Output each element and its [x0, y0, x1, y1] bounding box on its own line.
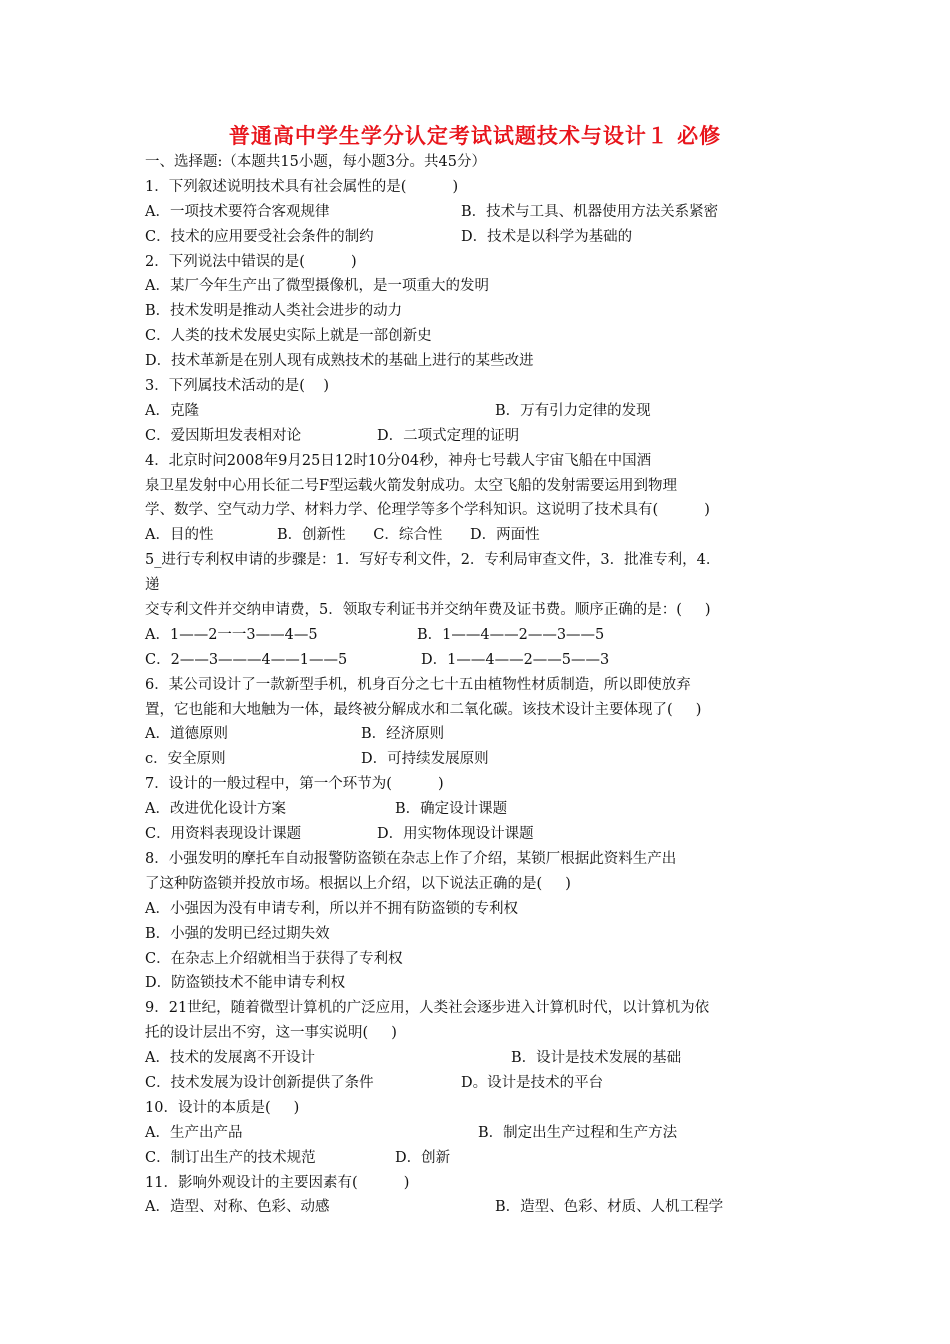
- line-text: B．小强的发明已经过期失效: [145, 925, 330, 942]
- line-text: 学、数学、空气动力学、材料力学、伦理学等多个学科知识。这说明了技术具有( ): [145, 502, 710, 519]
- line-text: A．小强因为没有申请专利，所以并不拥有防盗锁的专利权: [145, 900, 518, 917]
- option-text: D．二项式定理的证明: [377, 427, 520, 444]
- line-text: A．生产出产品: [145, 1124, 243, 1141]
- line-text: A．造型、对称、色彩、动感: [145, 1199, 330, 1216]
- text-line: [145, 648, 815, 673]
- option-text: B．技术与工具、机器使用方法关系紧密: [461, 203, 719, 220]
- text-line: [145, 324, 815, 349]
- option-text: D．技术是以科学为基础的: [461, 228, 633, 245]
- line-text: 6．某公司设计了一款新型手机，机身百分之七十五由植物性材质制造，所以即使放弃: [145, 676, 691, 693]
- text-line: [145, 424, 815, 449]
- line-text: 交专利文件并交纳申请费，5．领取专利证书并交纳年费及证书费。顺序正确的是：( ): [145, 602, 711, 619]
- line-text: A．改进优化设计方案: [145, 801, 286, 818]
- text-line: [145, 523, 815, 548]
- line-text: 递: [145, 577, 160, 594]
- text-line: [145, 1146, 815, 1171]
- line-text: c．安全原则: [145, 751, 226, 768]
- line-text: C．在杂志上介绍就相当于获得了专利权: [145, 950, 403, 967]
- option-text: B．经济原则: [361, 726, 445, 743]
- text-line: [145, 449, 815, 474]
- line-text: A．道德原则: [145, 726, 228, 743]
- line-text: A．某厂今年生产出了微型摄像机，是一项重大的发明: [145, 278, 489, 295]
- text-line: [145, 722, 815, 747]
- text-line: [145, 797, 815, 822]
- line-text: B．技术发明是推动人类社会进步的动力: [145, 303, 403, 320]
- text-line: [145, 250, 815, 275]
- text-line: [145, 747, 815, 772]
- text-line: [145, 947, 815, 972]
- text-line: [145, 1195, 815, 1220]
- text-line: [145, 573, 815, 598]
- text-line: [145, 698, 815, 723]
- option-text: D。设计是技术的平台: [461, 1074, 604, 1091]
- option-text: B．制定出生产过程和生产方法: [478, 1124, 678, 1141]
- text-line: [145, 200, 815, 225]
- text-line: [145, 996, 815, 1021]
- text-line: [145, 299, 815, 324]
- text-line: [145, 225, 815, 250]
- line-text: C．人类的技术发展史实际上就是一部创新史: [145, 328, 432, 345]
- line-text: C．技术发展为设计创新提供了条件: [145, 1074, 374, 1091]
- line-text: 9．21世纪，随着微型计算机的广泛应用，人类社会逐步进入计算机时代，以计算机为依: [145, 1000, 710, 1017]
- option-text: D．用实物体现设计课题: [377, 826, 534, 843]
- text-line: [145, 399, 815, 424]
- line-text: C．爱因斯坦发表相对论: [145, 427, 302, 444]
- text-line: [145, 274, 815, 299]
- text-line: [145, 623, 815, 648]
- line-text: 了这种防盗锁并投放市场。根据以上介绍，以下说法正确的是( ): [145, 875, 571, 892]
- text-line: [145, 772, 815, 797]
- option-text: B．1——4——2——3——5: [417, 626, 605, 643]
- line-text: 7．设计的一般过程中，第一个环节为( ): [145, 776, 444, 793]
- text-line: [145, 872, 815, 897]
- option-text: B．确定设计课题: [395, 801, 508, 818]
- option-text: D．创新: [395, 1149, 451, 1166]
- text-line: [145, 474, 815, 499]
- text-line: [145, 548, 815, 573]
- text-line: [145, 897, 815, 922]
- line-text: 2．下列说法中错误的是( ): [145, 253, 357, 270]
- line-text: A．1——2一一3——4—5: [145, 626, 318, 643]
- line-text: A．克隆: [145, 402, 199, 419]
- text-line: [145, 498, 815, 523]
- line-text: 置，它也能和大地触为一体，最终被分解成水和二氧化碳。该技术设计主要体现了( ): [145, 701, 702, 718]
- text-line: [145, 971, 815, 996]
- text-line: [145, 374, 815, 399]
- option-text: B．万有引力定律的发现: [495, 402, 651, 419]
- line-text: C．制订出生产的技术规范: [145, 1149, 316, 1166]
- line-text: A．技术的发展离不开设计: [145, 1050, 315, 1067]
- option-text: D．1——4——2——5——3: [421, 651, 610, 668]
- line-text: 10．设计的本质是( ): [145, 1099, 300, 1116]
- line-text: 3．下列属技术活动的是( ): [145, 378, 329, 395]
- line-text: 11．影响外观设计的主要因素有( ): [145, 1174, 410, 1191]
- line-text: A．目的性: [145, 527, 214, 544]
- option-text: B．设计是技术发展的基础: [511, 1050, 682, 1067]
- line-text: 1．下列叙述说明技术具有社会属性的是( ): [145, 178, 459, 195]
- line-text: D．技术革新是在别人现有成熟技术的基础上进行的某些改进: [145, 353, 534, 370]
- option-text: B．创新性 C．综合性 D．两面性: [277, 527, 540, 544]
- text-line: [145, 1046, 815, 1071]
- line-text: 托的设计层出不穷，这一事实说明( ): [145, 1025, 397, 1042]
- document-title: 普通高中学生学分认定考试试题技术与设计１ 必修: [228, 123, 722, 148]
- line-text: A．一项技术要符合客观规律: [145, 203, 330, 220]
- text-line: [145, 673, 815, 698]
- text-line: [145, 1096, 815, 1121]
- line-text: D．防盗锁技术不能申请专利权: [145, 975, 346, 992]
- line-text: 泉卫星发射中心用长征二号F型运载火箭发射成功。太空飞船的发射需要运用到物理: [145, 477, 678, 494]
- text-line: [145, 922, 815, 947]
- line-text: 一、选择题:（本题共15小题，每小题3分。共45分）: [145, 154, 487, 170]
- line-text: C．技术的应用要受社会条件的制约: [145, 228, 374, 245]
- question-list: [145, 150, 815, 1220]
- text-line: [145, 847, 815, 872]
- line-text: C．2——3———4——1——5: [145, 651, 348, 668]
- option-text: B．造型、色彩、材质、人机工程学: [495, 1199, 724, 1216]
- line-text: C．用资料表现设计课题: [145, 826, 302, 843]
- line-text: 8．小强发明的摩托车自动报警防盗锁在杂志上作了介绍，某锁厂根据此资料生产出: [145, 850, 677, 867]
- line-text: 5_进行专利权申请的步骤是：1．写好专利文件，2．专利局审查文件，3．批准专利，4．: [145, 552, 721, 569]
- text-line: [145, 1071, 815, 1096]
- text-line: [145, 1171, 815, 1196]
- line-text: 4．北京时问2008年9月25日12时10分04秒，神舟七号载人宇宙飞船在中国酒: [145, 452, 652, 469]
- text-line: [145, 822, 815, 847]
- text-line: [145, 598, 815, 623]
- text-line: [145, 1021, 815, 1046]
- text-line: [145, 175, 815, 200]
- text-line: [145, 1121, 815, 1146]
- text-line: [145, 150, 815, 175]
- text-line: [145, 349, 815, 374]
- option-text: D．可持续发展原则: [361, 751, 489, 768]
